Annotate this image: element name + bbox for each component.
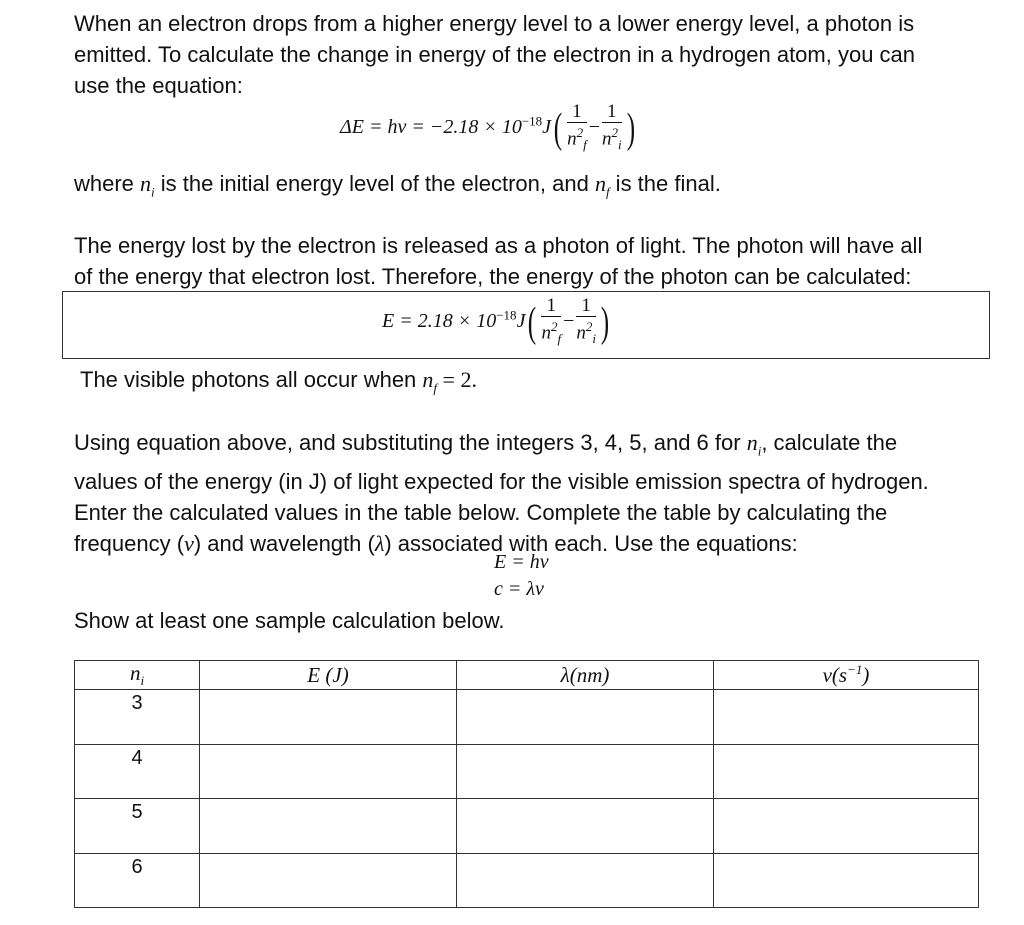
energy-cell[interactable] — [200, 744, 457, 798]
intro-line: When an electron drops from a higher energy level to a lower energy level, a photon is — [74, 11, 915, 36]
energy-line: of the energy that electron lost. Therefore, the energy of the photon can be calculated: — [74, 264, 912, 289]
frequency-cell[interactable] — [714, 799, 979, 853]
header-frequency: $v(s^{-1})$ — [714, 661, 979, 690]
energy-frequency-equation: E = hv — [494, 551, 549, 573]
speed-of-light-equation: c = λv — [494, 578, 544, 600]
row-n-value: 6 — [75, 853, 200, 907]
header-energy: E (J) — [200, 661, 457, 690]
row-n-value: 4 — [75, 744, 200, 798]
wavelength-cell[interactable] — [457, 690, 714, 744]
header-ni: $n_i$ — [75, 661, 200, 690]
answer-table — [74, 660, 979, 908]
photon-energy-equation: $E = 2.18 \times 10^{-18}J$( $\frac{1}{n^2_f}$ − $\frac{1}{n^2_i}$ ) — [382, 295, 610, 347]
energy-cell[interactable] — [200, 690, 457, 744]
table-row — [75, 690, 979, 744]
frequency-cell[interactable] — [714, 744, 979, 798]
sample-calc-line: Show at least one sample calculation below. — [74, 608, 505, 633]
intro-paragraph — [74, 8, 915, 101]
header-wavelength: λ(nm) — [457, 661, 714, 690]
energy-paragraph — [74, 230, 922, 292]
wavelength-cell[interactable] — [457, 799, 714, 853]
frequency-cell[interactable] — [714, 853, 979, 907]
table-row — [75, 799, 979, 853]
wavelength-cell[interactable] — [457, 744, 714, 798]
table-header-row — [75, 661, 979, 690]
energy-line: The energy lost by the electron is released as a photon of light. The photon will have all — [74, 233, 923, 258]
energy-cell[interactable] — [200, 853, 457, 907]
energy-change-equation: ΔE = hv = $-2.18 \times 10^{-18}J$( $\frac{1}{n^2_f}$ − $\frac{1}{n^2_i}$ ) — [340, 101, 635, 153]
row-n-value: 5 — [75, 799, 200, 853]
wavelength-cell[interactable] — [457, 853, 714, 907]
visible-photons-line: The visible photons all occur when $n_f = 2$. — [80, 367, 477, 396]
table-row — [75, 744, 979, 798]
frequency-cell[interactable] — [714, 690, 979, 744]
instructions-paragraph: Using equation above, and substituting the integers 3, 4, 5, and 6 for $n_i$, calculate the values of the energy (in J) of light expected for the visible emission spectra of hydrogen. Enter the calculated values in the table below. Complete the table by calculating the frequency (v) and wavelength (λ) associated with each. Use the equations: — [74, 430, 929, 557]
intro-line: emitted. To calculate the change in energy of the electron in a hydrogen atom, you can — [74, 42, 916, 67]
where-line: where $n_i$ is the initial energy level of the electron, and $n_f$ is the final. — [74, 171, 721, 200]
row-n-value: 3 — [75, 690, 200, 744]
table-row — [75, 853, 979, 907]
energy-cell[interactable] — [200, 799, 457, 853]
intro-line: use the equation: — [74, 73, 243, 98]
